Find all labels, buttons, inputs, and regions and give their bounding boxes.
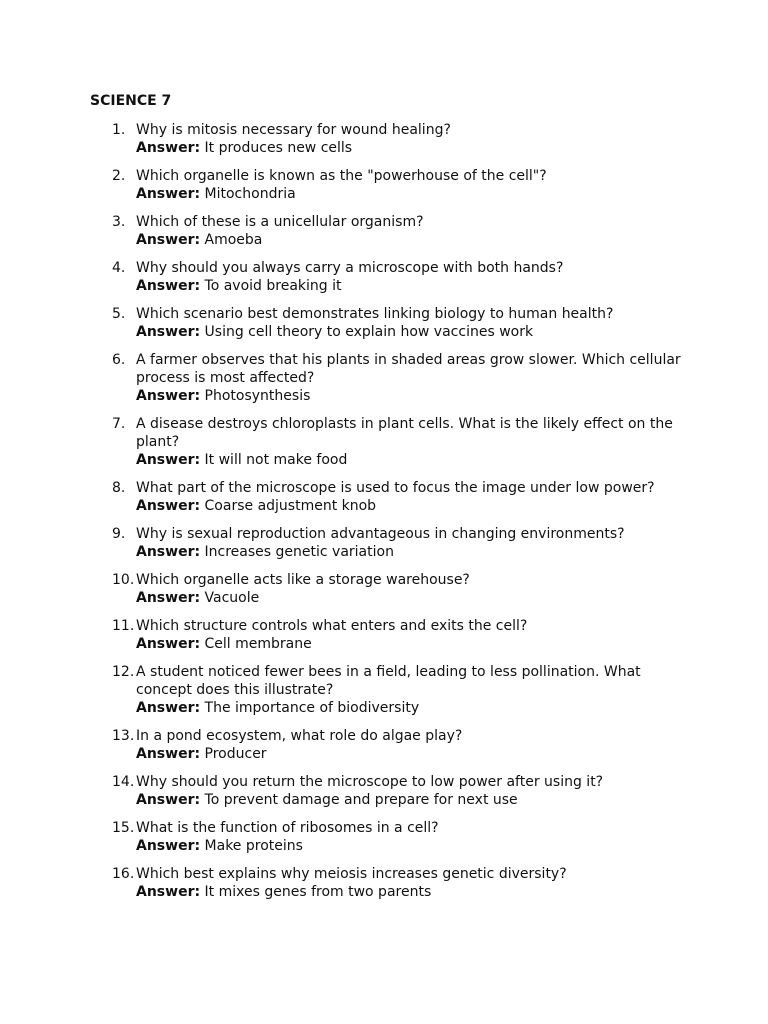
answer-line <box>136 837 681 855</box>
answer-label: Answer: <box>136 746 201 762</box>
answer-text: The importance of biodiversity <box>204 700 420 716</box>
question-text: What is the function of ribosomes in a cell? <box>136 820 439 836</box>
answer-label: Answer: <box>136 700 201 716</box>
question-number: 15. <box>112 820 135 836</box>
question-text: Which organelle acts like a storage warehouse? <box>136 572 470 588</box>
question-text: A student noticed fewer bees in a field, leading to less pollination. What concept does this illustrate? <box>136 664 641 698</box>
answer-label: Answer: <box>136 544 201 560</box>
answer-label: Answer: <box>136 140 201 156</box>
question-number: 12. <box>112 664 135 680</box>
question-number: 16. <box>112 866 135 882</box>
answer-line <box>136 791 681 809</box>
answer-line <box>136 231 681 249</box>
question-text: Why should you always carry a microscope with both hands? <box>136 260 564 276</box>
answer-text: It will not make food <box>204 452 348 468</box>
question-number: 7. <box>112 416 126 432</box>
question-text: Which best explains why meiosis increases genetic diversity? <box>136 866 567 882</box>
answer-text: It produces new cells <box>204 140 353 156</box>
question-text: Why is sexual reproduction advantageous in changing environments? <box>136 526 625 542</box>
answer-text: Mitochondria <box>204 186 296 202</box>
answer-text: It mixes genes from two parents <box>204 884 432 900</box>
answer-label: Answer: <box>136 838 201 854</box>
answer-line <box>136 185 681 203</box>
answer-label: Answer: <box>136 498 201 514</box>
answer-line <box>136 589 681 607</box>
question-text: In a pond ecosystem, what role do algae play? <box>136 728 463 744</box>
question-number: 2. <box>112 168 126 184</box>
answer-label: Answer: <box>136 278 201 294</box>
question-text: Which scenario best demonstrates linking biology to human health? <box>136 306 614 322</box>
answer-line <box>136 883 681 901</box>
answer-label: Answer: <box>136 590 201 606</box>
answer-text: Vacuole <box>204 590 260 606</box>
answer-line <box>136 139 681 157</box>
question-number: 13. <box>112 728 135 744</box>
answer-label: Answer: <box>136 636 201 652</box>
answer-text: Make proteins <box>204 838 303 854</box>
question-number: 8. <box>112 480 126 496</box>
answer-line <box>136 699 681 717</box>
question-number: 3. <box>112 214 126 230</box>
document-title: SCIENCE 7 <box>90 93 172 109</box>
question-text: Why is mitosis necessary for wound healing? <box>136 122 451 138</box>
question-text: Which of these is a unicellular organism? <box>136 214 424 230</box>
answer-line <box>136 387 681 405</box>
question-number: 10. <box>112 572 135 588</box>
answer-label: Answer: <box>136 452 201 468</box>
answer-label: Answer: <box>136 792 201 808</box>
answer-text: Using cell theory to explain how vaccines work <box>204 324 534 340</box>
answer-text: To prevent damage and prepare for next use <box>204 792 518 808</box>
question-text: What part of the microscope is used to focus the image under low power? <box>136 480 655 496</box>
answer-line <box>136 543 681 561</box>
question-text: Which organelle is known as the "powerhouse of the cell"? <box>136 168 547 184</box>
question-number: 14. <box>112 774 135 790</box>
answer-text: Photosynthesis <box>204 388 311 404</box>
answer-line <box>136 497 681 515</box>
answer-text: To avoid breaking it <box>204 278 342 294</box>
question-text: Why should you return the microscope to low power after using it? <box>136 774 604 790</box>
answer-label: Answer: <box>136 388 201 404</box>
answer-label: Answer: <box>136 884 201 900</box>
question-text: A farmer observes that his plants in shaded areas grow slower. Which cellular process is most affected? <box>136 352 681 386</box>
question-text: A disease destroys chloroplasts in plant cells. What is the likely effect on the plant? <box>136 416 673 450</box>
question-number: 4. <box>112 260 126 276</box>
answer-text: Cell membrane <box>204 636 312 652</box>
answer-text: Amoeba <box>204 232 263 248</box>
answer-line <box>136 323 681 341</box>
answer-text: Increases genetic variation <box>204 544 394 560</box>
answer-text: Producer <box>204 746 267 762</box>
question-number: 11. <box>112 618 135 634</box>
question-number: 5. <box>112 306 126 322</box>
answer-text: Coarse adjustment knob <box>204 498 377 514</box>
answer-label: Answer: <box>136 324 201 340</box>
question-number: 1. <box>112 122 126 138</box>
question-number: 9. <box>112 526 126 542</box>
question-number: 6. <box>112 352 126 368</box>
answer-label: Answer: <box>136 186 201 202</box>
answer-line <box>136 745 681 763</box>
answer-line <box>136 277 681 295</box>
question-text: Which structure controls what enters and exits the cell? <box>136 618 528 634</box>
answer-label: Answer: <box>136 232 201 248</box>
answer-line <box>136 635 681 653</box>
answer-line <box>136 451 681 469</box>
